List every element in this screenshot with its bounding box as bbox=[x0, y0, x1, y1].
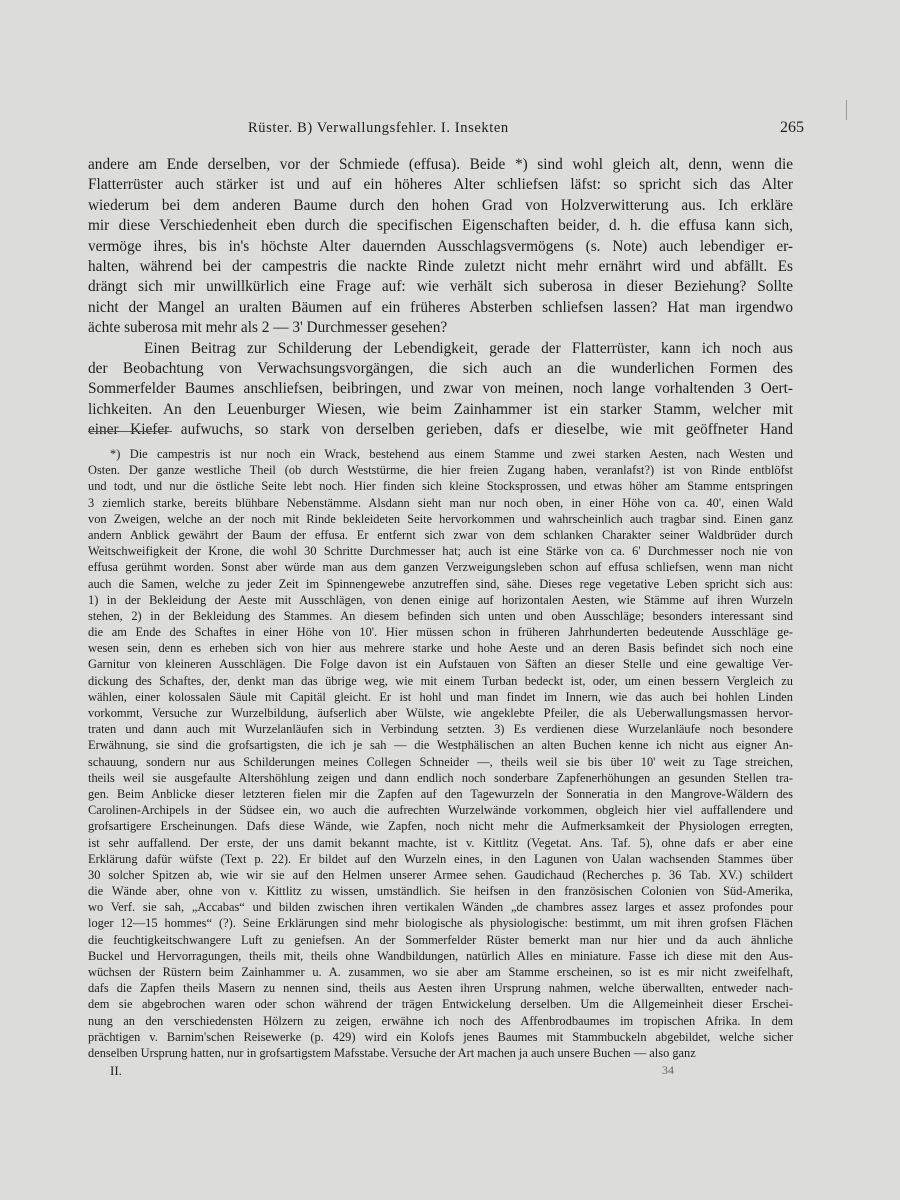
text-line: Einen Beitrag zur Schilderung der Lebendigkeit, gerade der Flatterrüster, kann ich noch aus bbox=[144, 339, 793, 357]
footnote-line: von Zweigen, welche an der noch mit Rinde bekleideten Seite hervorkommen und wahrscheinlich auch tragbar sind. Einen ganz bbox=[88, 511, 793, 526]
footnote-line: 3 ziemlich starke, bereits blühbare Nebenstämme. Alsdann sieht man nur noch oben, in einer Höhe von ca. 40', einen Wald bbox=[88, 495, 793, 510]
footnote-line: 30 solcher Spitzen ab, wie wir sie auf den Helmen unserer Armee sehen. Gaudichaud (Recherches p. 36 Tab. XV.) schildert bbox=[88, 867, 793, 882]
footnote-line: Erwähnung, sie sind die grofsartigsten, die ich je sah — die Westphälischen an alten Buchen kenne ich nicht aus eigner An- bbox=[88, 738, 793, 753]
footnote-line: traten und dann auch mit Wurzelanläufen sich in Verbindung setzten. 3) Es verdienen diese Wurzelanläufe noch besondere bbox=[88, 722, 793, 737]
footnote-line: Buckel und Hervorragungen, theils mit, theils ohne Wandbildungen, natürlich Alles en miniature. Fasse ich diese mit den Aus- bbox=[88, 948, 793, 963]
footnote-line: wählen, einer kolossalen Säule mit Capitäl gleicht. Er ist hohl und man findet im Innern, wie das auch bei hohlen Linden bbox=[88, 689, 793, 704]
running-header bbox=[88, 119, 804, 138]
footnote-line: die Wände aber, ohne von v. Kittlitz zu wissen, umständlich. Sie heifsen in den französischen Colonien von Süd-Amerika, bbox=[88, 884, 793, 899]
footnote-line: Garnitur von kleineren Ausschlägen. Die Folge davon ist ein Aufstauen von Säften an dieser Stelle und eine gewaltige Ver- bbox=[88, 657, 793, 672]
footnote-line: auch die Samen, welche zu jeder Zeit im Spinnengewebe anzutreffen sind, sähe. Dieses rege vegetative Leben spricht sich aus: bbox=[88, 576, 793, 591]
text-line: ächte suberosa mit mehr als 2 — 3' Durchmesser gesehen? bbox=[88, 319, 448, 337]
footnote-line: wesen sein, denn es erheben sich von hier aus mehrere starke und hohe Aeste und an deren Basis befindet sich noch eine bbox=[88, 641, 793, 656]
running-title: Rüster. B) Verwallungsfehler. I. Insekten bbox=[248, 120, 509, 136]
text-line: lichkeiten. An den Leuenburger Wiesen, wie beim Zainhammer ist ein starker Stamm, welcher mit bbox=[88, 400, 793, 418]
margin-mark bbox=[846, 100, 847, 120]
footnote-line: denselben Ursprung hatten, nur in grofsartigstem Mafsstabe. Versuche der Art machen ja auch unsere Buchen — also ganz bbox=[88, 1045, 696, 1060]
text-line: einer Kiefer aufwuchs, so stark von derselben gerieben, dafs er dieselbe, wie mit geöffneter Hand bbox=[88, 421, 793, 439]
text-line: drängt sich mir unwillkürlich eine Frage auf: wie verhält sich suberosa in dieser Beziehung? Sollte bbox=[88, 278, 793, 296]
footnote-line: andern Anblick gewährt der Baum der effusa. Er entfernt sich zwar von dem schlanken Charakter seiner Waldbrüder durch bbox=[88, 527, 793, 542]
footnote-line: prächtigen v. Barnim'schen Reisewerke (p. 429) wird ein Kolofs jenes Baumes mit Stammbuckeln abgebildet, welche sicher bbox=[88, 1029, 793, 1044]
footnote-line: wo Verf. sie sah, „Accabas“ und bilden zwischen ihren vertikalen Wänden „de chambres assez larges et assez profondes pour bbox=[88, 900, 793, 915]
footnote-line: 1) in der Bekleidung der Aeste mit Ausschlägen, von denen einige auf horizontalen Aesten, wie Stämme auf ihren Wurzeln bbox=[88, 592, 793, 607]
footnote-line: Weitschweifigkeit der Krone, die wohl 30 Schritte Durchmesser hat; auch ist eine Stärke von ca. 6' Durchmesser noch nie von bbox=[88, 544, 793, 559]
text-line: andere am Ende derselben, vor der Schmiede (effusa). Beide *) sind wohl gleich alt, denn, wenn die bbox=[88, 156, 793, 173]
footnote-line: Carolinen-Archipels in der Südsee ein, wo auch die aufrechten Wurzelwände vorkommen, obgleich hier viel auffallendere und bbox=[88, 803, 793, 818]
footnote-line: *) Die campestris ist nur noch ein Wrack, bestehend aus einem Stamme und zwei starken Aesten, nach Westen und bbox=[110, 447, 793, 461]
footnote-line: theils weil sie ausgefaulte Altershöhlung zeigen und dann endlich noch sonderbare Zapfenerhöhungen an gesunden Stellen tra- bbox=[88, 770, 793, 785]
footnote bbox=[88, 446, 793, 1061]
footnote-line: dickung des Schaftes, der, denkt man das übrige weg, wie mit einem Turban bedeckt ist, oder, um einen bessern Vergleich zu bbox=[88, 673, 793, 688]
footnote-line: Erklärung dafür wüfste (Text p. 22). Er bildet auf den Wurzeln eines, in den Lagunen von Ualan wachsenden Stammes über bbox=[88, 851, 793, 866]
text-line: mir diese Verschiedenheit eben durch die specifischen Eigenschaften beider, d. h. die effusa kann sich, bbox=[88, 217, 793, 235]
text-line: vermöge ihres, bis in's höchste Alter dauernden Ausschlagsvermögens (s. Note) auch lebendiger er- bbox=[88, 237, 793, 255]
footnote-line: die feuchtigkeitschwangere Luft zu geniefsen. An der Sommerfelder Rüster bemerkt man nur hier und da auch ähnliche bbox=[88, 932, 793, 947]
footnote-line: dafs die Zapfen theils Masern zu nennen sind, theils aus Aesten ihren Ursprung nahmen, welche überwallten, entweder nach- bbox=[88, 981, 793, 996]
footnote-rule bbox=[88, 431, 172, 432]
text-line: nicht der Mangel an uralten Bäumen auf ein früheres Absterben schliefsen lassen? Hat man irgendwo bbox=[88, 298, 793, 316]
footnote-line: ist sehr auffallend. Der erste, der uns damit bekannt machte, ist v. Kittlitz (Vegetat. Ans. Taf. 5), ohne dafs er aber eine bbox=[88, 835, 793, 850]
footnote-line: Osten. Der ganze westliche Theil (ob durch Weststürme, die hier freien Zugang haben, veranlafst?) ist von Rinde entblöfst bbox=[88, 463, 793, 478]
footnote-line: stehen, 2) in der Bekleidung des Stammes. An diesem befinden sich unten und oben Ausschläge; besonders interessant sind bbox=[88, 608, 793, 623]
footnote-line: dem sie abgebrochen waren oder schon während der trägen Entwickelung derselben. Um die Allgemeinheit dieser Erschei- bbox=[88, 997, 793, 1012]
footnote-line: schauung, sondern nur aus Schilderungen meines Collegen Schneider —, theils weil sie bis über 10' weit zu Tage streichen, bbox=[88, 754, 793, 769]
folio-number: 34 bbox=[662, 1063, 674, 1077]
text-line: halten, während bei der campestris die nackte Rinde zuletzt nicht mehr ernährt wird und abfällt. Es bbox=[88, 257, 793, 275]
text-line: Flatterrüster auch stärker ist und auf ein höheres Alter schliefsen läfst: so spricht sich das Alter bbox=[88, 176, 793, 194]
page-number: 265 bbox=[780, 119, 804, 136]
signature-mark: II. bbox=[110, 1063, 122, 1078]
footnote-line: gen. Beim Anblicke dieser letzteren fielen mir die Zapfen auf den Tagewurzeln der Sonneratia in den Mangrove-Wäldern des bbox=[88, 786, 793, 801]
text-line: wiederum bei dem anderen Baume durch den hohen Grad von Holzverwitterung aus. Ich erkläre bbox=[88, 196, 793, 214]
footnote-line: vorkommt, Versuche zur Wurzelbildung, äufserlich aber Wülste, wie angeklebte Pfeiler, die als Ueberwallungsmassen hervor- bbox=[88, 706, 793, 720]
footnote-line: wüchsen der Rüstern beim Zainhammer u. A. zusammen, wo sie aber am Stamme erscheinen, so ist es mir nicht zweifelhaft, bbox=[88, 965, 793, 979]
text-line: der Beobachtung von Verwachsungsvorgängen, die sich auch an die wunderlichen Formen des bbox=[88, 359, 793, 377]
footnote-line: grofsartigere Erscheinungen. Dafs diese Wände, wie Zapfen, noch nicht mehr die Aufmerksamkeit der Physiologen erregten, bbox=[88, 819, 793, 834]
footnote-line: effusa gerühmt worden. Sonst aber würde man aus dem ganzen Verzweigungsleben schon auf effusa schliefsen, wenn man nicht bbox=[88, 560, 793, 575]
footnote-line: und todt, und nur die östliche Seite lebt noch. Hier finden sich kleine Stocksprossen, und etwas höher am Stamme entspringen bbox=[88, 479, 793, 494]
footnote-line: nung an den verschiedensten Hölzern zu zeigen, erwähne ich noch des Affenbrodbaumes im tropischen Afrika. In dem bbox=[88, 1013, 793, 1028]
main-text bbox=[88, 155, 793, 440]
footnote-line: loger 12—15 hommes“ (?). Seine Erklärungen sind mehr biologische als physiologische: bestimmt, um mit ihren grofsen Flächen bbox=[88, 916, 793, 931]
footnote-line: die am Ende des Schaftes in einer Höhe von 10'. Hier müssen schon in früheren Jahrhunderten bedeutende Ausschläge ge- bbox=[88, 625, 793, 640]
text-line: Sommerfelder Baumes anschliefsen, beibringen, und zwar von meinen, noch lange vorhaltenden 3 Oert- bbox=[88, 380, 793, 398]
